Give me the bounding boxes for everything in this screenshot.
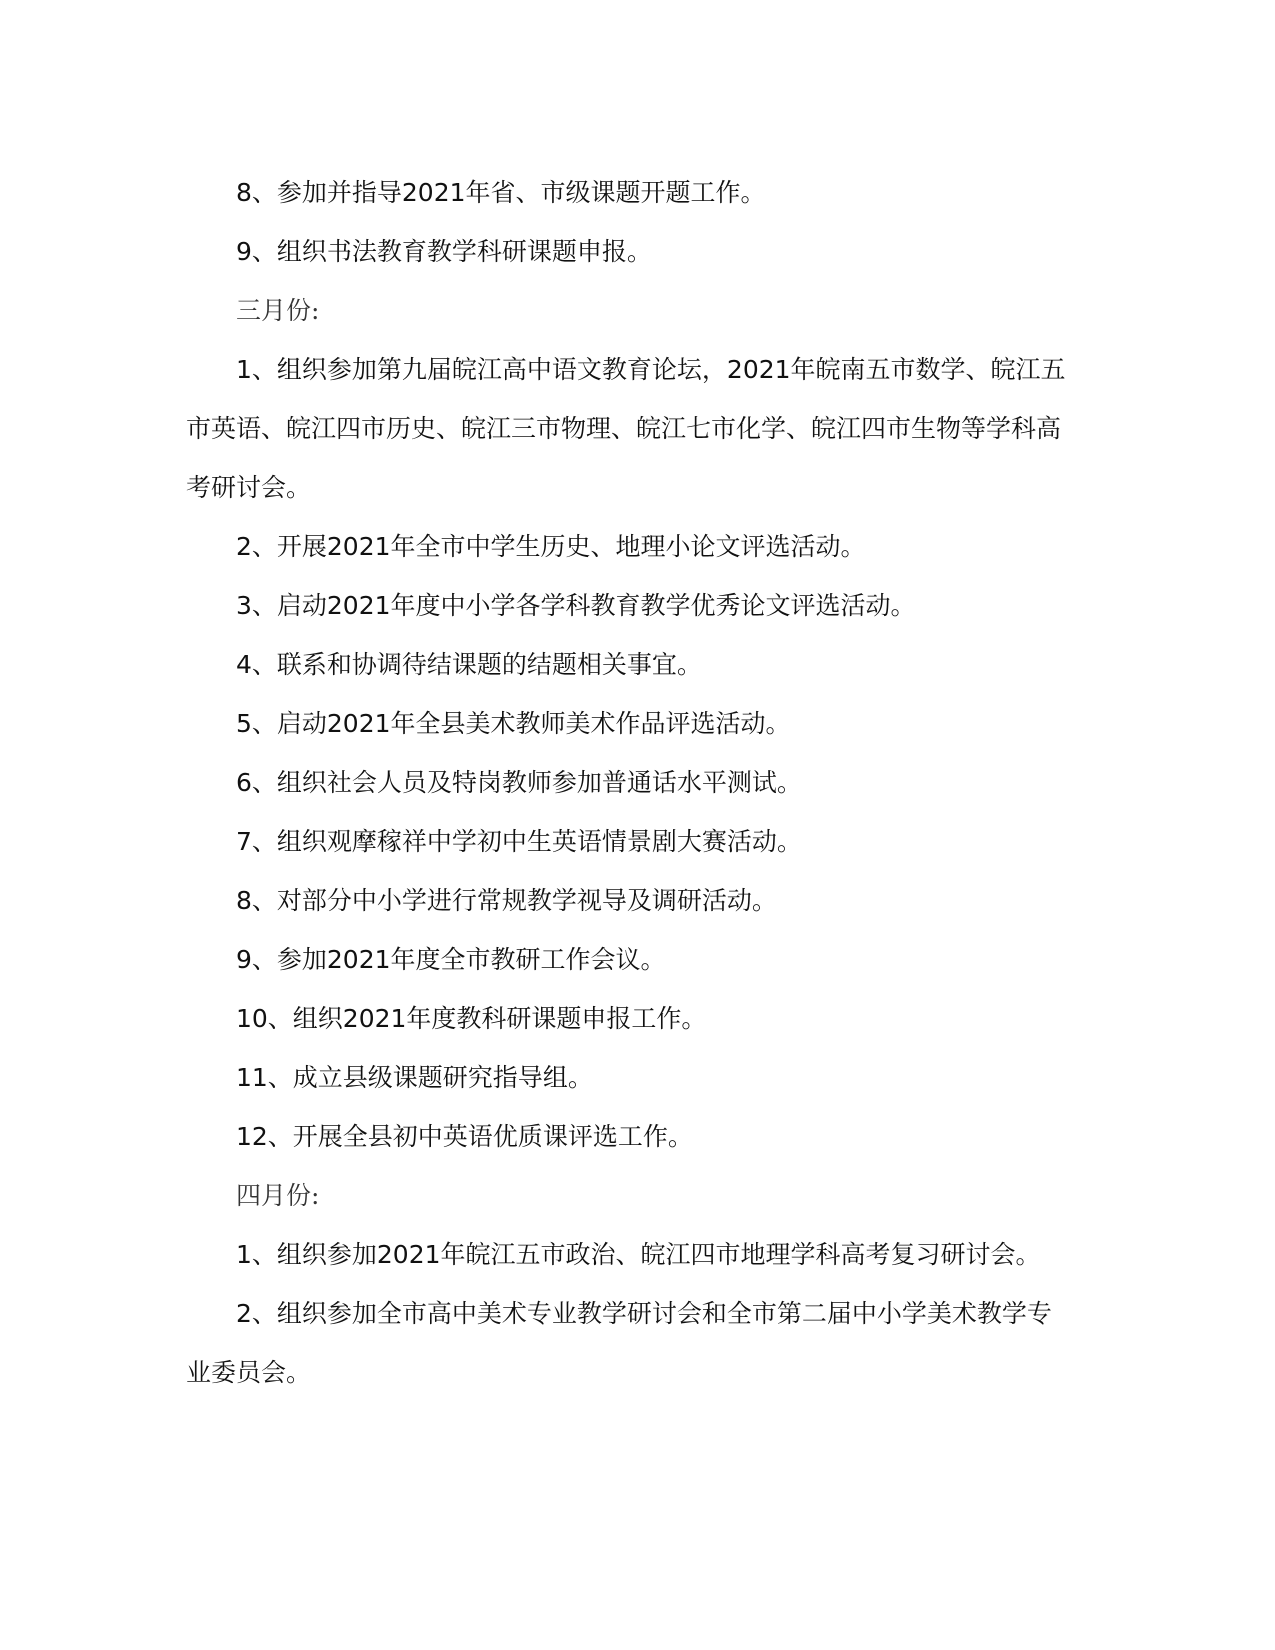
list-item: 9、组织书法教育教学科研课题申报。 bbox=[236, 237, 652, 266]
list-item: 5、启动2021年全县美术教师美术作品评选活动。 bbox=[236, 709, 791, 738]
list-item: 4、联系和协调待结课题的结题相关事宜。 bbox=[236, 650, 702, 679]
section-heading-april: 四月份: bbox=[236, 1181, 320, 1210]
list-item: 3、启动2021年度中小学各学科教育教学优秀论文评选活动。 bbox=[236, 591, 916, 620]
list-item: 8、对部分中小学进行常规教学视导及调研活动。 bbox=[236, 886, 777, 915]
list-item: 12、开展全县初中英语优质课评选工作。 bbox=[236, 1122, 693, 1151]
list-item: 2、组织参加全市高中美术专业教学研讨会和全市第二届中小学美术教学专业委员会。 bbox=[186, 1299, 1052, 1387]
list-item: 9、参加2021年度全市教研工作会议。 bbox=[236, 945, 666, 974]
list-item: 2、开展2021年全市中学生历史、地理小论文评选活动。 bbox=[236, 532, 866, 561]
list-item: 1、组织参加2021年皖江五市政治、皖江四市地理学科高考复习研讨会。 bbox=[236, 1240, 1041, 1269]
list-item: 11、成立县级课题研究指导组。 bbox=[236, 1063, 593, 1092]
list-item: 10、组织2021年度教科研课题申报工作。 bbox=[236, 1004, 707, 1033]
list-item: 1、组织参加第九届皖江高中语文教育论坛，2021年皖南五市数学、皖江五市英语、皖江四市历史、皖江三市物理、皖江七市化学、皖江四市生物等学科高考研讨会。 bbox=[186, 355, 1066, 502]
list-item: 6、组织社会人员及特岗教师参加普通话水平测试。 bbox=[236, 768, 802, 797]
list-item: 8、参加并指导2021年省、市级课题开题工作。 bbox=[236, 178, 766, 207]
document-body bbox=[186, 163, 1076, 1402]
section-heading-march: 三月份: bbox=[236, 296, 320, 325]
list-item: 7、组织观摩稼祥中学初中生英语情景剧大赛活动。 bbox=[236, 827, 802, 856]
